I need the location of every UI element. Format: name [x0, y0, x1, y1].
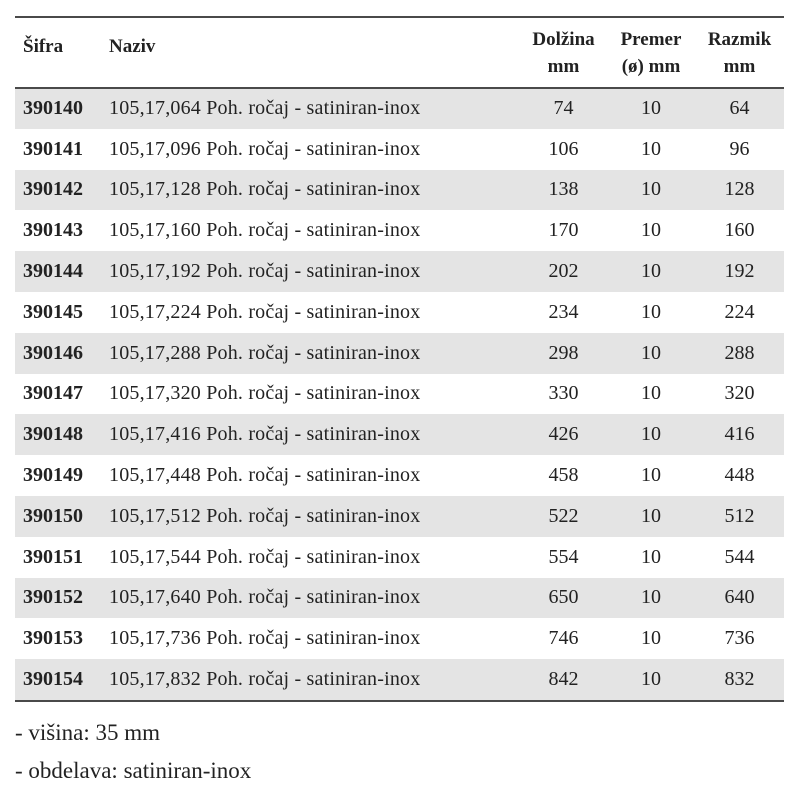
cell-diameter: 10 — [641, 382, 661, 405]
cell-diameter: 10 — [641, 219, 661, 242]
cell-code: 390153 — [23, 627, 83, 650]
cell-diameter: 10 — [641, 137, 661, 160]
cell-code: 390140 — [23, 97, 83, 120]
cell-length: 74 — [553, 97, 574, 120]
table-row — [15, 333, 784, 374]
cell-length: 298 — [548, 341, 579, 364]
cell-spacing: 832 — [724, 668, 755, 691]
table-row — [15, 618, 784, 659]
cell-name: 105,17,288 Poh. ročaj - satiniran-inox — [109, 341, 421, 364]
cell-name: 105,17,512 Poh. ročaj - satiniran-inox — [109, 504, 421, 527]
table-row — [15, 537, 784, 578]
cell-diameter: 10 — [641, 464, 661, 487]
cell-name: 105,17,128 Poh. ročaj - satiniran-inox — [109, 178, 421, 201]
table-row — [15, 659, 784, 700]
cell-name: 105,17,832 Poh. ročaj - satiniran-inox — [109, 668, 421, 691]
cell-code: 390143 — [23, 219, 83, 242]
header-diameter — [607, 18, 695, 88]
header-name-label: Naziv — [109, 35, 156, 57]
note-finish: - obdelava: satiniran-inox — [15, 758, 252, 783]
cell-name: 105,17,448 Poh. ročaj - satiniran-inox — [109, 464, 421, 487]
note-height: - višina: 35 mm — [15, 720, 161, 745]
cell-length: 426 — [548, 423, 579, 446]
table-row — [15, 129, 784, 170]
cell-diameter: 10 — [641, 545, 661, 568]
cell-diameter: 10 — [641, 504, 661, 527]
cell-length: 106 — [548, 137, 579, 160]
cell-spacing: 448 — [724, 464, 755, 487]
product-table — [15, 18, 784, 700]
header-code — [15, 18, 107, 88]
cell-code: 390147 — [23, 382, 83, 405]
cell-code: 390146 — [23, 341, 83, 364]
cell-length: 138 — [548, 178, 579, 201]
cell-spacing: 160 — [724, 219, 755, 242]
cell-name: 105,17,224 Poh. ročaj - satiniran-inox — [109, 300, 421, 323]
header-spacing-line2: mm — [723, 55, 756, 77]
header-length-line2: mm — [547, 55, 580, 77]
cell-length: 330 — [548, 382, 579, 405]
cell-name: 105,17,192 Poh. ročaj - satiniran-inox — [109, 260, 421, 283]
header-spacing — [695, 18, 784, 88]
cell-spacing: 64 — [729, 97, 750, 120]
header-row — [15, 18, 784, 88]
table-header — [15, 18, 784, 88]
cell-spacing: 96 — [729, 137, 750, 160]
cell-diameter: 10 — [641, 341, 661, 364]
cell-length: 458 — [548, 464, 579, 487]
table-row — [15, 292, 784, 333]
cell-length: 202 — [548, 260, 579, 283]
cell-diameter: 10 — [641, 178, 661, 201]
cell-code: 390149 — [23, 464, 83, 487]
cell-length: 842 — [548, 668, 579, 691]
cell-spacing: 640 — [724, 586, 755, 609]
cell-code: 390148 — [23, 423, 83, 446]
cell-length: 170 — [548, 219, 579, 242]
cell-spacing: 512 — [724, 504, 755, 527]
cell-name: 105,17,096 Poh. ročaj - satiniran-inox — [109, 137, 421, 160]
cell-name: 105,17,160 Poh. ročaj - satiniran-inox — [109, 219, 421, 242]
cell-diameter: 10 — [641, 97, 661, 120]
table-row — [15, 455, 784, 496]
header-diameter-line1: Premer — [620, 28, 682, 50]
cell-code: 390154 — [23, 668, 83, 691]
header-name — [107, 18, 520, 88]
cell-code: 390145 — [23, 300, 83, 323]
cell-code: 390142 — [23, 178, 83, 201]
cell-code: 390141 — [23, 137, 83, 160]
cell-code: 390150 — [23, 504, 83, 527]
cell-code: 390144 — [23, 260, 83, 283]
cell-length: 650 — [548, 586, 579, 609]
header-code-label: Šifra — [23, 35, 64, 57]
cell-diameter: 10 — [641, 668, 661, 691]
cell-length: 554 — [548, 545, 579, 568]
header-length-line1: Dolžina — [532, 28, 595, 50]
cell-spacing: 288 — [724, 341, 755, 364]
header-length — [520, 18, 607, 88]
table-row — [15, 210, 784, 251]
cell-spacing: 128 — [724, 178, 755, 201]
table-row — [15, 496, 784, 537]
table-row — [15, 251, 784, 292]
cell-spacing: 416 — [724, 423, 755, 446]
cell-spacing: 320 — [724, 382, 755, 405]
product-table-container — [15, 16, 784, 702]
cell-code: 390152 — [23, 586, 83, 609]
cell-diameter: 10 — [641, 260, 661, 283]
header-diameter-line2: (ø) mm — [621, 55, 681, 77]
table-row — [15, 578, 784, 619]
cell-diameter: 10 — [641, 586, 661, 609]
cell-name: 105,17,320 Poh. ročaj - satiniran-inox — [109, 382, 421, 405]
cell-name: 105,17,736 Poh. ročaj - satiniran-inox — [109, 627, 421, 650]
cell-name: 105,17,544 Poh. ročaj - satiniran-inox — [109, 545, 421, 568]
cell-length: 746 — [548, 627, 579, 650]
cell-length: 234 — [548, 300, 579, 323]
table-row — [15, 414, 784, 455]
table-row — [15, 170, 784, 211]
table-body — [15, 88, 784, 700]
cell-diameter: 10 — [641, 627, 661, 650]
cell-diameter: 10 — [641, 423, 661, 446]
notes — [15, 714, 251, 790]
cell-spacing: 192 — [724, 260, 755, 283]
cell-length: 522 — [548, 504, 579, 527]
cell-name: 105,17,640 Poh. ročaj - satiniran-inox — [109, 586, 421, 609]
cell-name: 105,17,416 Poh. ročaj - satiniran-inox — [109, 423, 421, 446]
cell-diameter: 10 — [641, 300, 661, 323]
header-spacing-line1: Razmik — [707, 28, 772, 50]
cell-spacing: 224 — [724, 300, 755, 323]
cell-spacing: 736 — [724, 627, 755, 650]
cell-name: 105,17,064 Poh. ročaj - satiniran-inox — [109, 97, 421, 120]
cell-code: 390151 — [23, 545, 83, 568]
table-row — [15, 374, 784, 415]
table-row — [15, 88, 784, 129]
cell-spacing: 544 — [724, 545, 755, 568]
